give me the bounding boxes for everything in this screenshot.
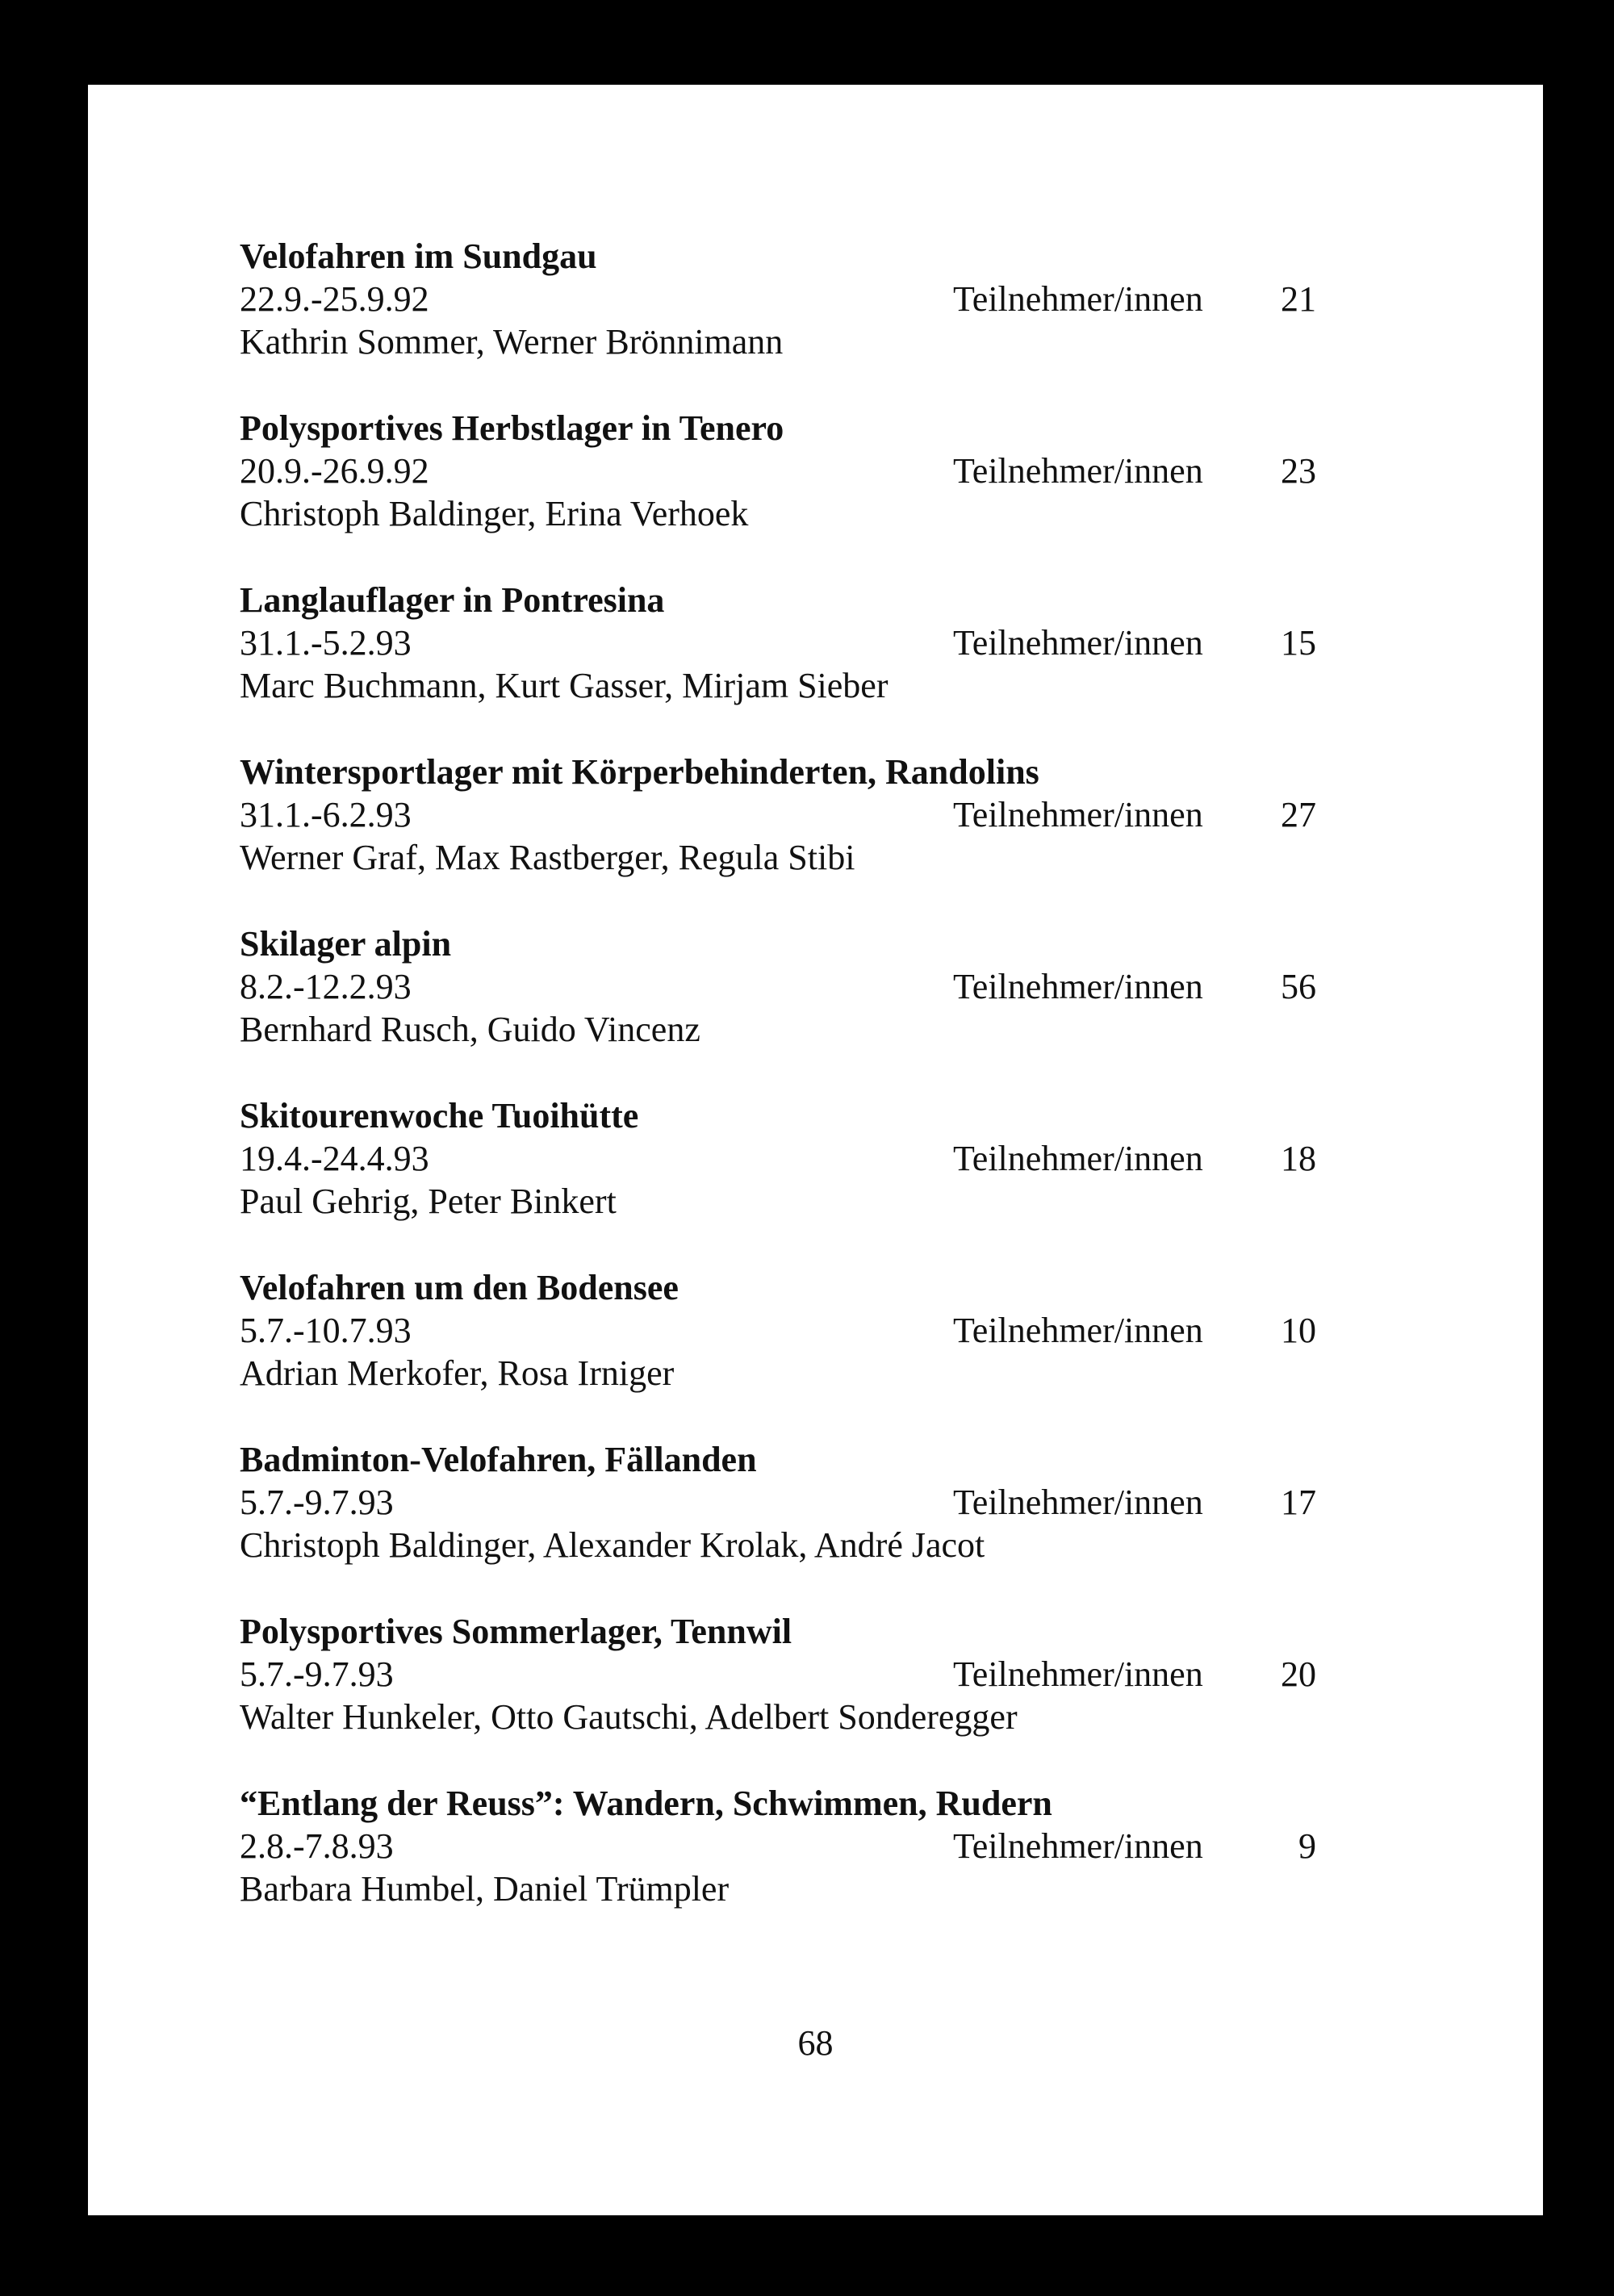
participants-label: Teilnehmer/innen — [953, 1139, 1203, 1178]
participants-label: Teilnehmer/innen — [953, 1654, 1203, 1694]
page-number: 68 — [797, 2023, 834, 2063]
camp-info-line — [240, 450, 1402, 492]
camp-title: Polysportives Sommerlager, Tennwil — [240, 1612, 792, 1651]
participants-label: Teilnehmer/innen — [953, 623, 1203, 663]
camp-info-line — [240, 1653, 1402, 1696]
camp-title: Badminton-Velofahren, Fällanden — [240, 1440, 757, 1479]
camp-leaders: Christoph Baldinger, Alexander Krolak, André Jacot — [240, 1525, 985, 1565]
camp-info-line — [240, 965, 1402, 1008]
camp-dates: 31.1.-5.2.93 — [240, 623, 412, 663]
camp-dates: 2.8.-7.8.93 — [240, 1826, 394, 1866]
document-page — [88, 85, 1543, 2215]
camp-leaders: Adrian Merkofer, Rosa Irniger — [240, 1353, 675, 1393]
camp-entry — [240, 579, 1402, 751]
participants-label: Teilnehmer/innen — [953, 1311, 1203, 1350]
camp-title: Skilager alpin — [240, 924, 452, 964]
participants-label: Teilnehmer/innen — [953, 795, 1203, 834]
camp-entry — [240, 1438, 1402, 1610]
camp-entry — [240, 1610, 1402, 1782]
camp-leaders: Paul Gehrig, Peter Binkert — [240, 1181, 617, 1221]
camp-info-line — [240, 1309, 1402, 1352]
camp-entry — [240, 1266, 1402, 1438]
participants-count: 9 — [1298, 1826, 1316, 1866]
participants-count: 17 — [1281, 1483, 1316, 1522]
camp-leaders: Bernhard Rusch, Guido Vincenz — [240, 1010, 700, 1049]
camp-leaders: Kathrin Sommer, Werner Brönnimann — [240, 322, 784, 362]
camp-dates: 31.1.-6.2.93 — [240, 795, 412, 834]
camp-title: Velofahren um den Bodensee — [240, 1268, 679, 1307]
camp-leaders: Marc Buchmann, Kurt Gasser, Mirjam Sieber — [240, 666, 889, 705]
participants-label: Teilnehmer/innen — [953, 967, 1203, 1006]
camp-info-line — [240, 621, 1402, 664]
camp-dates: 5.7.-9.7.93 — [240, 1483, 394, 1522]
camp-entry — [240, 751, 1402, 922]
participants-count: 27 — [1281, 795, 1316, 834]
camp-dates: 5.7.-9.7.93 — [240, 1654, 394, 1694]
participants-label: Teilnehmer/innen — [953, 451, 1203, 491]
camp-entry — [240, 922, 1402, 1094]
participants-count: 20 — [1281, 1654, 1316, 1694]
camp-leaders: Barbara Humbel, Daniel Trümpler — [240, 1869, 730, 1909]
camp-info-line — [240, 793, 1402, 836]
participants-count: 10 — [1281, 1311, 1316, 1350]
camp-dates: 19.4.-24.4.93 — [240, 1139, 429, 1178]
participants-label: Teilnehmer/innen — [953, 1483, 1203, 1522]
camp-title: Velofahren im Sundgau — [240, 236, 597, 276]
participants-label: Teilnehmer/innen — [953, 279, 1203, 319]
camp-entry — [240, 407, 1402, 579]
camp-title: Wintersportlager mit Körperbehinderten, Randolins — [240, 752, 1039, 792]
camp-info-line — [240, 1481, 1402, 1524]
participants-count: 15 — [1281, 623, 1316, 663]
camp-info-line — [240, 1137, 1402, 1180]
camp-dates: 22.9.-25.9.92 — [240, 279, 429, 319]
camp-leaders: Walter Hunkeler, Otto Gautschi, Adelbert Sonderegger — [240, 1697, 1018, 1737]
participants-count: 18 — [1281, 1139, 1316, 1178]
camp-entry — [240, 1782, 1402, 1954]
camp-leaders: Werner Graf, Max Rastberger, Regula Stibi — [240, 838, 855, 877]
participants-label: Teilnehmer/innen — [953, 1826, 1203, 1866]
camp-dates: 8.2.-12.2.93 — [240, 967, 412, 1006]
participants-count: 21 — [1281, 279, 1316, 319]
camp-title: “Entlang der Reuss”: Wandern, Schwimmen, Rudern — [240, 1784, 1052, 1823]
camp-title: Skitourenwoche Tuoihütte — [240, 1096, 639, 1135]
camp-title: Polysportives Herbstlager in Tenero — [240, 408, 784, 448]
camp-dates: 5.7.-10.7.93 — [240, 1311, 412, 1350]
participants-count: 23 — [1281, 451, 1316, 491]
camp-dates: 20.9.-26.9.92 — [240, 451, 429, 491]
participants-count: 56 — [1281, 967, 1316, 1006]
camp-entry — [240, 1094, 1402, 1266]
camp-leaders: Christoph Baldinger, Erina Verhoek — [240, 494, 749, 533]
camp-info-line — [240, 1825, 1402, 1867]
camp-info-line — [240, 278, 1402, 320]
camp-entry — [240, 235, 1402, 407]
camp-list — [240, 235, 1402, 1954]
camp-title: Langlauflager in Pontresina — [240, 580, 665, 620]
